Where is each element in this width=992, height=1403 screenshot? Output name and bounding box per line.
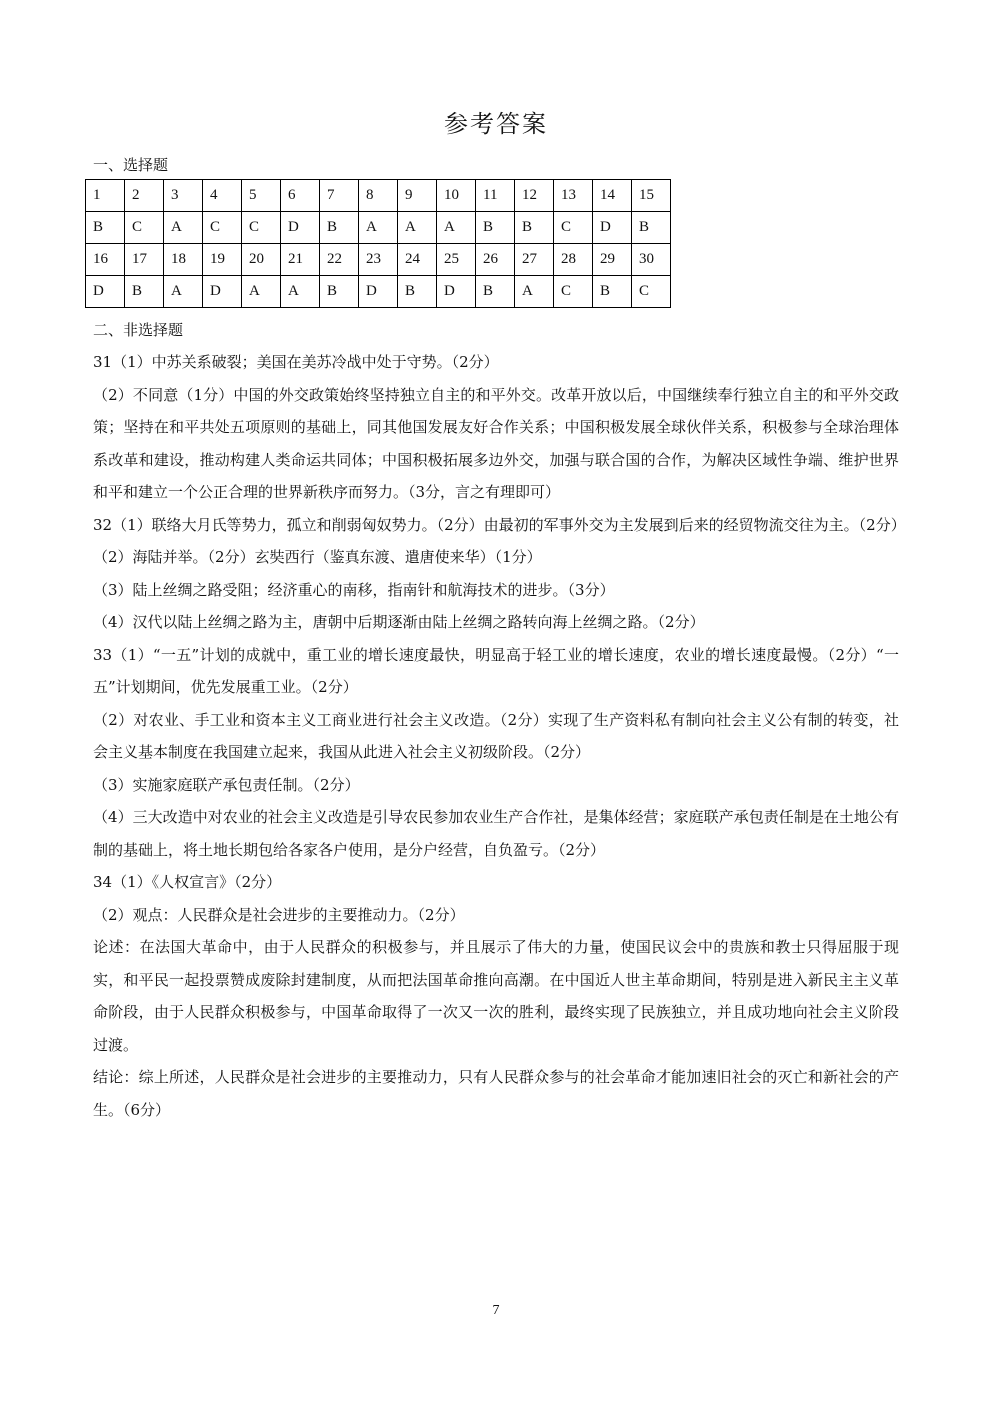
- table-cell: A: [242, 276, 281, 308]
- answer-paragraph: （2）不同意（1分）中国的外交政策始终坚持独立自主的和平外交。改革开放以后，中国继续奉行独立自主的和平外交政策；坚持在和平共处五项原则的基础上，同其他国发展友好合作关系；中国积极发展全球伙伴关系，积极参与全球治理体系改革和建设，推动构建人类命运共同体；中国积极拓展多边外交，加强与联合国的合作，为解决区域性争端、维护世界和平和建立一个公正合理的世界新秩序而努力。（3分，言之有理即可）: [93, 385, 899, 501]
- table-cell: 25: [437, 244, 476, 276]
- table-cell: D: [593, 212, 632, 244]
- table-cell: 5: [242, 180, 281, 212]
- table-cell: 12: [515, 180, 554, 212]
- table-cell: A: [164, 212, 203, 244]
- answer-paragraph: （4）汉代以陆上丝绸之路为主，唐朝中后期逐渐由陆上丝绸之路转向海上丝绸之路。（2分）: [93, 613, 705, 631]
- table-cell: D: [281, 212, 320, 244]
- table-cell: D: [359, 276, 398, 308]
- table-cell: 15: [632, 180, 671, 212]
- answer-paragraph: （4）三大改造中对农业的社会主义改造是引导农民参加农业生产合作社，是集体经营；家庭联产承包责任制是在土地公有制的基础上，将土地长期包给各家各户使用，是分户经营，自负盈亏。（2分）: [93, 808, 899, 859]
- answer-paragraph: 结论：综上所述，人民群众是社会进步的主要推动力，只有人民群众参与的社会革命才能加速旧社会的灭亡和新社会的产生。（6分）: [93, 1068, 899, 1119]
- table-cell: 13: [554, 180, 593, 212]
- table-cell: 27: [515, 244, 554, 276]
- question-number-row: [86, 180, 671, 212]
- table-cell: 3: [164, 180, 203, 212]
- table-cell: 10: [437, 180, 476, 212]
- answer-content: [93, 346, 906, 1126]
- table-cell: B: [398, 276, 437, 308]
- table-cell: 26: [476, 244, 515, 276]
- table-cell: 29: [593, 244, 632, 276]
- table-cell: A: [398, 212, 437, 244]
- answer-paragraph: 34（1）《人权宣言》（2分）: [93, 873, 282, 891]
- answer-paragraph: （2）海陆并举。（2分）玄奘西行（鉴真东渡、遣唐使来华）（1分）: [93, 548, 542, 566]
- answer-paragraph: （3）实施家庭联产承包责任制。（2分）: [93, 775, 360, 794]
- table-cell: C: [554, 276, 593, 308]
- answer-paragraph: （3）陆上丝绸之路受阻；经济重心的南移，指南针和航海技术的进步。（3分）: [93, 580, 615, 599]
- table-cell: 6: [281, 180, 320, 212]
- answer-row: [86, 212, 671, 244]
- answer-paragraph: 论述：在法国大革命中，由于人民群众的积极参与，并且展示了伟大的力量，使国民议会中的贵族和教士只得屈服于现实，和平民一起投票赞成废除封建制度，从而把法国革命推向高潮。在中国近人世主革命期间，特别是进入新民主主义革命阶段，由于人民群众积极参与，中国革命取得了一次又一次的胜利，最终实现了民族独立，并且成功地向社会主义阶段过渡。: [93, 938, 899, 1054]
- section-heading-choice: 一、选择题: [93, 156, 169, 174]
- page-title: 参考答案: [444, 110, 548, 138]
- table-cell: 8: [359, 180, 398, 212]
- table-cell: B: [476, 276, 515, 308]
- answer-row: [86, 276, 671, 308]
- table-cell: B: [632, 212, 671, 244]
- question-number-row: [86, 244, 671, 276]
- table-cell: A: [515, 276, 554, 308]
- table-cell: 4: [203, 180, 242, 212]
- table-cell: 16: [86, 244, 125, 276]
- table-cell: 2: [125, 180, 164, 212]
- table-cell: C: [125, 212, 164, 244]
- answer-table: [85, 179, 671, 308]
- table-cell: 1: [86, 180, 125, 212]
- table-cell: D: [437, 276, 476, 308]
- table-cell: A: [164, 276, 203, 308]
- table-cell: 20: [242, 244, 281, 276]
- table-cell: C: [203, 212, 242, 244]
- table-cell: B: [476, 212, 515, 244]
- table-cell: C: [242, 212, 281, 244]
- table-cell: 7: [320, 180, 359, 212]
- table-cell: 28: [554, 244, 593, 276]
- section-heading-nonchoice: 二、非选择题: [93, 321, 184, 339]
- table-cell: 17: [125, 244, 164, 276]
- table-cell: B: [125, 276, 164, 308]
- table-cell: 19: [203, 244, 242, 276]
- table-cell: D: [203, 276, 242, 308]
- answer-paragraph: （2）观点：人民群众是社会进步的主要推动力。（2分）: [93, 905, 465, 924]
- table-cell: D: [86, 276, 125, 308]
- table-cell: 18: [164, 244, 203, 276]
- table-cell: 14: [593, 180, 632, 212]
- table-cell: 11: [476, 180, 515, 212]
- answer-paragraph: 31（1）中苏关系破裂；美国在美苏冷战中处于守势。（2分）: [93, 353, 499, 371]
- table-cell: C: [632, 276, 671, 308]
- table-cell: A: [359, 212, 398, 244]
- table-cell: 23: [359, 244, 398, 276]
- table-cell: C: [554, 212, 593, 244]
- table-cell: 21: [281, 244, 320, 276]
- answer-paragraph: 32（1）联络大月氏等势力，孤立和削弱匈奴势力。（2分）由最初的军事外交为主发展到后来的经贸物流交往为主。（2分）: [93, 515, 906, 534]
- table-cell: 24: [398, 244, 437, 276]
- table-cell: B: [320, 276, 359, 308]
- table-cell: B: [320, 212, 359, 244]
- table-cell: 30: [632, 244, 671, 276]
- table-cell: A: [437, 212, 476, 244]
- table-cell: B: [593, 276, 632, 308]
- page-number: 7: [492, 1303, 500, 1318]
- answer-paragraph: （2）对农业、手工业和资本主义工商业进行社会主义改造。（2分）实现了生产资料私有制向社会主义公有制的转变，社会主义基本制度在我国建立起来，我国从此进入社会主义初级阶段。（2分）: [93, 710, 899, 761]
- answer-paragraph: 33（1）“一五”计划的成就中，重工业的增长速度最快，明显高于轻工业的增长速度，农业的增长速度最慢。（2分）“一五”计划期间，优先发展重工业。（2分）: [93, 645, 899, 696]
- table-cell: A: [281, 276, 320, 308]
- table-cell: B: [515, 212, 554, 244]
- table-cell: 9: [398, 180, 437, 212]
- table-cell: 22: [320, 244, 359, 276]
- table-cell: B: [86, 212, 125, 244]
